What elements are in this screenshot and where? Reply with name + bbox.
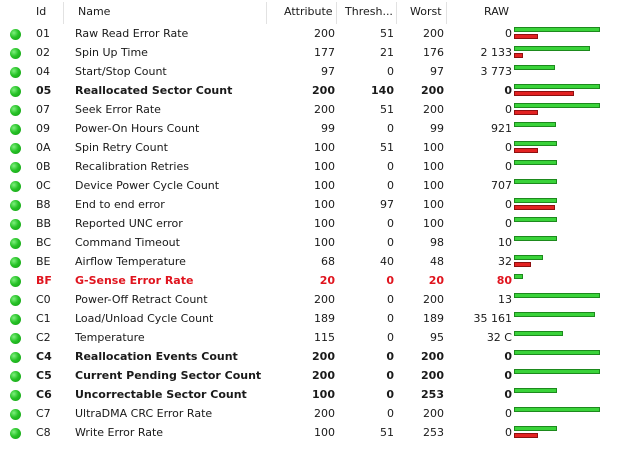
attribute-level-bar — [514, 179, 557, 184]
status-ok-icon — [10, 29, 21, 40]
attribute-name: Spin Retry Count — [75, 141, 168, 154]
attribute-id: 02 — [36, 46, 50, 59]
worst-value: 95 — [430, 331, 444, 344]
attribute-id: 0B — [36, 160, 51, 173]
raw-value: 13 — [498, 293, 512, 306]
attribute-value: 115 — [314, 331, 335, 344]
attribute-id: C1 — [36, 312, 51, 325]
raw-value: 32 C — [486, 331, 512, 344]
threshold-value: 51 — [380, 141, 394, 154]
attribute-value: 100 — [314, 236, 335, 249]
raw-level-bar — [514, 53, 523, 58]
attribute-value: 100 — [314, 217, 335, 230]
attribute-name: Raw Read Error Rate — [75, 27, 189, 40]
table-row[interactable] — [0, 82, 618, 101]
attribute-id: BB — [36, 217, 52, 230]
attribute-level-bar — [514, 217, 557, 222]
status-ok-icon — [10, 276, 21, 287]
table-row[interactable] — [0, 120, 618, 139]
table-row[interactable] — [0, 196, 618, 215]
status-ok-icon — [10, 238, 21, 249]
worst-value: 100 — [423, 179, 444, 192]
table-header — [0, 0, 618, 24]
attribute-id: B8 — [36, 198, 51, 211]
raw-value: 0 — [504, 350, 512, 363]
threshold-value: 0 — [387, 293, 394, 306]
threshold-value: 0 — [387, 122, 394, 135]
attribute-name: Seek Error Rate — [75, 103, 161, 116]
status-ok-icon — [10, 105, 21, 116]
raw-value: 10 — [498, 236, 512, 249]
table-row[interactable] — [0, 272, 618, 291]
worst-value: 98 — [430, 236, 444, 249]
attribute-value: 200 — [314, 407, 335, 420]
attribute-value: 189 — [314, 312, 335, 325]
attribute-id: 04 — [36, 65, 50, 78]
table-row[interactable] — [0, 348, 618, 367]
worst-value: 189 — [423, 312, 444, 325]
attribute-level-bar — [514, 388, 557, 393]
attribute-id: 01 — [36, 27, 50, 40]
threshold-value: 0 — [387, 236, 394, 249]
attribute-value: 200 — [312, 350, 335, 363]
attribute-level-bar — [514, 426, 557, 431]
attribute-value: 20 — [319, 274, 335, 287]
attribute-value: 200 — [312, 84, 335, 97]
attribute-name: UltraDMA CRC Error Rate — [75, 407, 213, 420]
status-ok-icon — [10, 371, 21, 382]
attribute-name: End to end error — [75, 198, 165, 211]
worst-value: 200 — [421, 369, 444, 382]
attribute-name: Reported UNC error — [75, 217, 183, 230]
attribute-level-bar — [514, 103, 600, 108]
attribute-value: 100 — [312, 388, 335, 401]
attribute-value: 99 — [321, 122, 335, 135]
raw-value: 0 — [505, 407, 512, 420]
attribute-name: Current Pending Sector Count — [75, 369, 262, 382]
raw-value: 0 — [505, 217, 512, 230]
attribute-id: 05 — [36, 84, 52, 97]
table-row[interactable] — [0, 253, 618, 272]
attribute-value: 100 — [314, 141, 335, 154]
threshold-value: 140 — [371, 84, 394, 97]
status-ok-icon — [10, 257, 21, 268]
attribute-name: Device Power Cycle Count — [75, 179, 220, 192]
attribute-id: 0C — [36, 179, 51, 192]
attribute-id: C5 — [36, 369, 52, 382]
threshold-value: 0 — [387, 407, 394, 420]
attribute-level-bar — [514, 293, 600, 298]
status-ok-icon — [10, 352, 21, 363]
threshold-value: 51 — [380, 27, 394, 40]
table-row[interactable] — [0, 310, 618, 329]
attribute-value: 97 — [321, 65, 335, 78]
attribute-name: Reallocation Events Count — [75, 350, 238, 363]
status-ok-icon — [10, 67, 21, 78]
threshold-value: 21 — [380, 46, 394, 59]
table-row[interactable] — [0, 25, 618, 44]
worst-value: 200 — [423, 293, 444, 306]
raw-value: 921 — [491, 122, 512, 135]
worst-value: 99 — [430, 122, 444, 135]
attribute-id: BF — [36, 274, 52, 287]
worst-value: 100 — [423, 198, 444, 211]
worst-value: 20 — [428, 274, 444, 287]
attribute-value: 100 — [314, 179, 335, 192]
attribute-name: Reallocated Sector Count — [75, 84, 233, 97]
threshold-value: 0 — [387, 331, 394, 344]
worst-value: 200 — [421, 350, 444, 363]
attribute-id: 07 — [36, 103, 50, 116]
raw-value: 0 — [505, 141, 512, 154]
column-header-id[interactable]: Id — [36, 5, 47, 18]
attribute-value: 100 — [314, 198, 335, 211]
table-row[interactable] — [0, 177, 618, 196]
attribute-name: Temperature — [75, 331, 145, 344]
raw-level-bar — [514, 262, 531, 267]
table-row[interactable] — [0, 405, 618, 424]
attribute-name: Recalibration Retries — [75, 160, 189, 173]
raw-value: 0 — [504, 369, 512, 382]
table-row[interactable] — [0, 139, 618, 158]
attribute-name: Load/Unload Cycle Count — [75, 312, 214, 325]
raw-value: 80 — [496, 274, 512, 287]
attribute-level-bar — [514, 27, 600, 32]
attribute-id: BE — [36, 255, 51, 268]
attribute-value: 200 — [314, 27, 335, 40]
attribute-name: Uncorrectable Sector Count — [75, 388, 247, 401]
attribute-id: C7 — [36, 407, 51, 420]
attribute-id: C8 — [36, 426, 51, 439]
attribute-name: Start/Stop Count — [75, 65, 167, 78]
threshold-value: 0 — [387, 179, 394, 192]
table-row[interactable] — [0, 215, 618, 234]
table-row[interactable] — [0, 367, 618, 386]
threshold-value: 97 — [380, 198, 394, 211]
attribute-id: 09 — [36, 122, 50, 135]
attribute-value: 200 — [314, 103, 335, 116]
attribute-level-bar — [514, 84, 600, 89]
column-header-name[interactable]: Name — [78, 5, 111, 18]
attribute-name: Power-Off Retract Count — [75, 293, 208, 306]
status-ok-icon — [10, 314, 21, 325]
status-ok-icon — [10, 48, 21, 59]
status-ok-icon — [10, 143, 21, 154]
attribute-name: G-Sense Error Rate — [75, 274, 194, 287]
raw-value: 32 — [498, 255, 512, 268]
worst-value: 100 — [423, 217, 444, 230]
column-header-attribute[interactable]: Attribute — [284, 5, 333, 18]
attribute-level-bar — [514, 312, 595, 317]
raw-level-bar — [514, 205, 555, 210]
table-row[interactable] — [0, 63, 618, 82]
raw-value: 0 — [505, 160, 512, 173]
threshold-value: 0 — [387, 65, 394, 78]
attribute-value: 177 — [314, 46, 335, 59]
attribute-id: C2 — [36, 331, 51, 344]
raw-level-bar — [514, 110, 538, 115]
status-ok-icon — [10, 409, 21, 420]
column-header-raw[interactable]: RAW — [484, 5, 509, 18]
raw-level-bar — [514, 433, 538, 438]
attribute-level-bar — [514, 331, 563, 336]
status-ok-icon — [10, 333, 21, 344]
threshold-value: 0 — [387, 217, 394, 230]
attribute-id: 0A — [36, 141, 51, 154]
attribute-name: Power-On Hours Count — [75, 122, 200, 135]
threshold-value: 0 — [387, 312, 394, 325]
worst-value: 200 — [421, 84, 444, 97]
raw-value: 0 — [505, 426, 512, 439]
attribute-value: 100 — [314, 160, 335, 173]
status-ok-icon — [10, 219, 21, 230]
threshold-value: 0 — [387, 160, 394, 173]
raw-value: 0 — [505, 27, 512, 40]
status-ok-icon — [10, 295, 21, 306]
worst-value: 48 — [430, 255, 444, 268]
raw-value: 2 133 — [480, 46, 512, 59]
attribute-level-bar — [514, 65, 555, 70]
status-ok-icon — [10, 428, 21, 439]
status-ok-icon — [10, 200, 21, 211]
status-ok-icon — [10, 181, 21, 192]
attribute-value: 68 — [321, 255, 335, 268]
worst-value: 253 — [423, 426, 444, 439]
attribute-value: 100 — [314, 426, 335, 439]
threshold-value: 0 — [386, 350, 394, 363]
attribute-name: Write Error Rate — [75, 426, 164, 439]
table-row[interactable] — [0, 101, 618, 120]
worst-value: 176 — [423, 46, 444, 59]
worst-value: 200 — [423, 103, 444, 116]
threshold-value: 51 — [380, 426, 394, 439]
attribute-level-bar — [514, 46, 590, 51]
raw-value: 0 — [505, 198, 512, 211]
attribute-level-bar — [514, 255, 543, 260]
attribute-id: C0 — [36, 293, 51, 306]
raw-level-bar — [514, 91, 574, 96]
attribute-name: Airflow Temperature — [75, 255, 186, 268]
attribute-level-bar — [514, 350, 600, 355]
table-row[interactable] — [0, 386, 618, 405]
attribute-name: Command Timeout — [75, 236, 180, 249]
attribute-level-bar — [514, 274, 523, 279]
attribute-level-bar — [514, 198, 557, 203]
raw-value: 35 161 — [473, 312, 512, 325]
attribute-id: C4 — [36, 350, 52, 363]
attribute-level-bar — [514, 369, 600, 374]
worst-value: 100 — [423, 160, 444, 173]
attribute-level-bar — [514, 141, 557, 146]
attribute-value: 200 — [314, 293, 335, 306]
table-row[interactable] — [0, 234, 618, 253]
attribute-level-bar — [514, 122, 556, 127]
attribute-value: 200 — [312, 369, 335, 382]
threshold-value: 0 — [386, 369, 394, 382]
status-ok-icon — [10, 390, 21, 401]
attribute-level-bar — [514, 160, 557, 165]
raw-value: 0 — [505, 103, 512, 116]
worst-value: 200 — [423, 27, 444, 40]
worst-value: 253 — [421, 388, 444, 401]
table-row[interactable] — [0, 329, 618, 348]
worst-value: 100 — [423, 141, 444, 154]
status-ok-icon — [10, 162, 21, 173]
column-header-threshold[interactable]: Thresh... — [345, 5, 393, 18]
table-row[interactable] — [0, 424, 618, 443]
raw-value: 707 — [491, 179, 512, 192]
table-row[interactable] — [0, 158, 618, 177]
attribute-level-bar — [514, 236, 557, 241]
raw-value: 3 773 — [480, 65, 512, 78]
attribute-name: Spin Up Time — [75, 46, 148, 59]
attribute-id: BC — [36, 236, 52, 249]
attribute-level-bar — [514, 407, 600, 412]
table-row[interactable] — [0, 291, 618, 310]
status-ok-icon — [10, 86, 21, 97]
status-ok-icon — [10, 124, 21, 135]
raw-value: 0 — [504, 84, 512, 97]
threshold-value: 0 — [386, 274, 394, 287]
worst-value: 97 — [430, 65, 444, 78]
attribute-id: C6 — [36, 388, 52, 401]
raw-level-bar — [514, 34, 538, 39]
raw-level-bar — [514, 148, 538, 153]
raw-value: 0 — [504, 388, 512, 401]
threshold-value: 40 — [380, 255, 394, 268]
worst-value: 200 — [423, 407, 444, 420]
table-row[interactable] — [0, 44, 618, 63]
column-header-worst[interactable]: Worst — [410, 5, 442, 18]
threshold-value: 51 — [380, 103, 394, 116]
threshold-value: 0 — [386, 388, 394, 401]
